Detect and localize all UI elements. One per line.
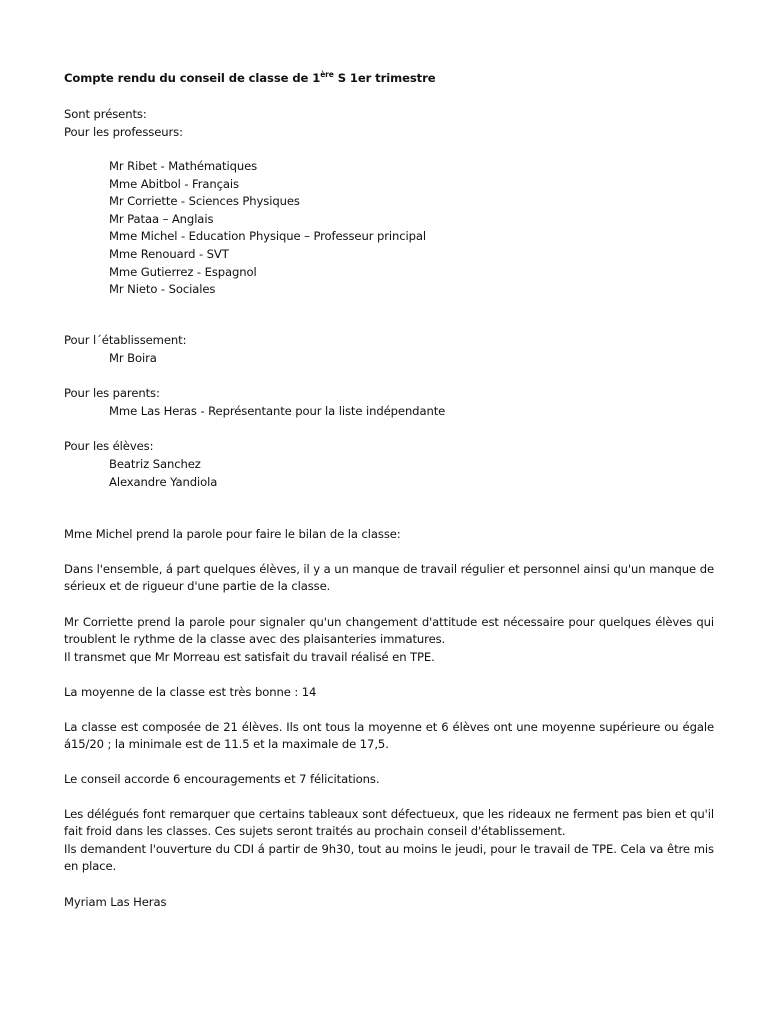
school-member: Mr Boira [109,351,157,365]
teachers-label: Pour les professeurs: [64,125,183,139]
teacher-item: Mr Corriette - Sciences Physiques [109,194,300,209]
teacher-item: Mr Nieto - Sociales [109,282,216,297]
parents-label: Pour les parents: [64,386,160,400]
paragraph-composition: La classe est composée de 21 élèves. Ils ont tous la moyenne et 6 élèves ont une moyenne supérieure ou égale á15/20 ; la minimale est de 11.5 et la maximale de 17,5. [64,720,714,752]
paragraph-awards: Le conseil accorde 6 encouragements et 7 félicitations. [64,772,380,786]
paragraph-class-overview: Dans l'ensemble, á part quelques élèves, il y a un manque de travail régulier et personnel ainsi qu'un manque de sérieux et de rigueur d'une partie de la classe. [64,562,714,594]
parents-member: Mme Las Heras - Représentante pour la liste indépendante [109,404,446,418]
students-label: Pour les élèves: [64,439,154,453]
paragraph-average: La moyenne de la classe est très bonne : 14 [64,685,317,699]
paragraph-intro: Mme Michel prend la parole pour faire le bilan de la classe: [64,527,401,541]
paragraph-corriette: Mr Corriette prend la parole pour signaler qu'un changement d'attitude est nécessaire pour quelques élèves qui troublent le rythme de la classe avec des plaisanteries immatures. [64,615,714,647]
document-title [64,70,714,88]
school-label: Pour l´établissement: [64,333,187,347]
teacher-item: Mme Gutierrez - Espagnol [109,264,257,279]
paragraph-tpe: Il transmet que Mr Morreau est satisfait du travail réalisé en TPE. [64,650,435,664]
teacher-item: Mme Michel - Education Physique – Professeur principal [109,229,427,244]
student-item: Alexandre Yandiola [109,474,218,489]
teacher-item: Mme Renouard - SVT [109,246,229,261]
student-item: Beatriz Sanchez [109,457,201,471]
paragraph-cdi: Ils demandent l'ouverture du CDI á partir de 9h30, tout au moins le jeudi, pour le travail de TPE. Cela va être mis en place. [64,842,714,874]
students-list [64,456,714,491]
signature: Myriam Las Heras [64,895,167,909]
title-suffix: S 1er trimestre [333,71,436,85]
teacher-item: Mr Ribet - Mathématiques [109,159,258,173]
teacher-item: Mme Abitbol - Français [109,176,239,191]
title-superscript: ère [320,70,334,80]
teacher-item: Mr Pataa – Anglais [109,211,214,226]
presents-label: Sont présents: [64,107,147,121]
teachers-list [64,158,714,299]
title-prefix: Compte rendu du conseil de classe de 1 [64,71,321,85]
paragraph-delegates: Les délégués font remarquer que certains tableaux sont défectueux, que les rideaux ne ferment pas bien et qu'il fait froid dans les classes. Ces sujets seront traités au prochain conseil d'établissement. [64,807,714,839]
